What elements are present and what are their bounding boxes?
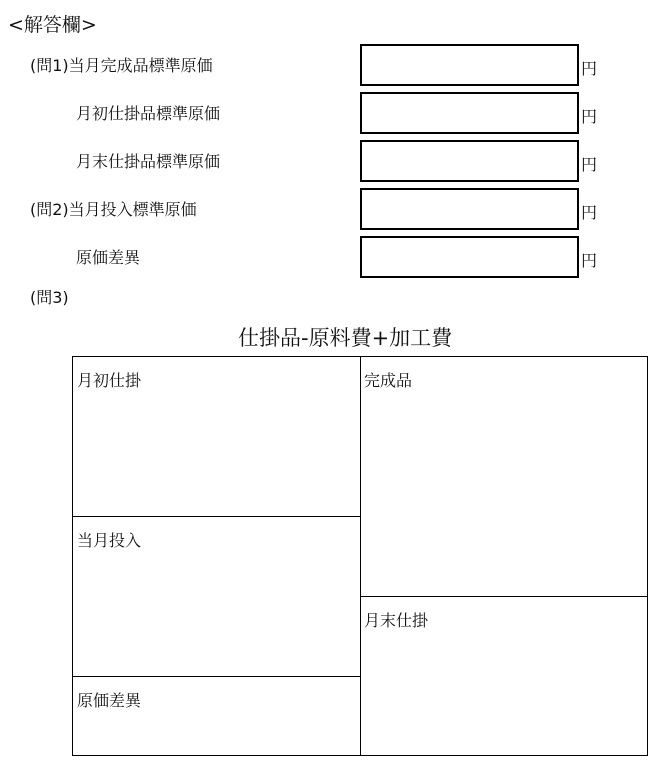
credit-ending-wip-cell[interactable]: 月末仕掛 [364,611,429,630]
q2-variance-input[interactable] [360,236,579,278]
q3-label: (問3) [30,288,69,307]
yen-unit: 円 [581,251,598,270]
debit-divider-2 [72,676,360,677]
yen-unit: 円 [581,107,598,126]
debit-variance-cell[interactable]: 原価差異 [77,691,142,710]
q1-ending-wip-label: 月末仕掛品標準原価 [76,152,221,171]
debit-divider-1 [72,516,360,517]
yen-unit: 円 [581,155,598,174]
answer-section-heading: <解答欄> [8,14,97,36]
debit-current-input-cell[interactable]: 当月投入 [77,531,142,550]
t-account-divider [360,356,361,756]
q2-variance-label: 原価差異 [76,248,141,267]
t-account-title: 仕掛品-原料費+加工費 [238,326,453,350]
q1-ending-wip-input[interactable] [360,140,579,182]
q1-completed-input[interactable] [360,44,579,86]
debit-beginning-wip-cell[interactable]: 月初仕掛 [77,371,142,390]
q1-beginning-wip-label: 月初仕掛品標準原価 [76,104,221,123]
credit-divider [360,596,648,597]
credit-completed-cell[interactable]: 完成品 [364,371,413,390]
yen-unit: 円 [581,203,598,222]
q1-completed-label: (問1)当月完成品標準原価 [30,56,213,75]
yen-unit: 円 [581,59,598,78]
q2-input-cost-label: (問2)当月投入標準原価 [30,200,197,219]
q2-input-cost-input[interactable] [360,188,579,230]
q1-beginning-wip-input[interactable] [360,92,579,134]
